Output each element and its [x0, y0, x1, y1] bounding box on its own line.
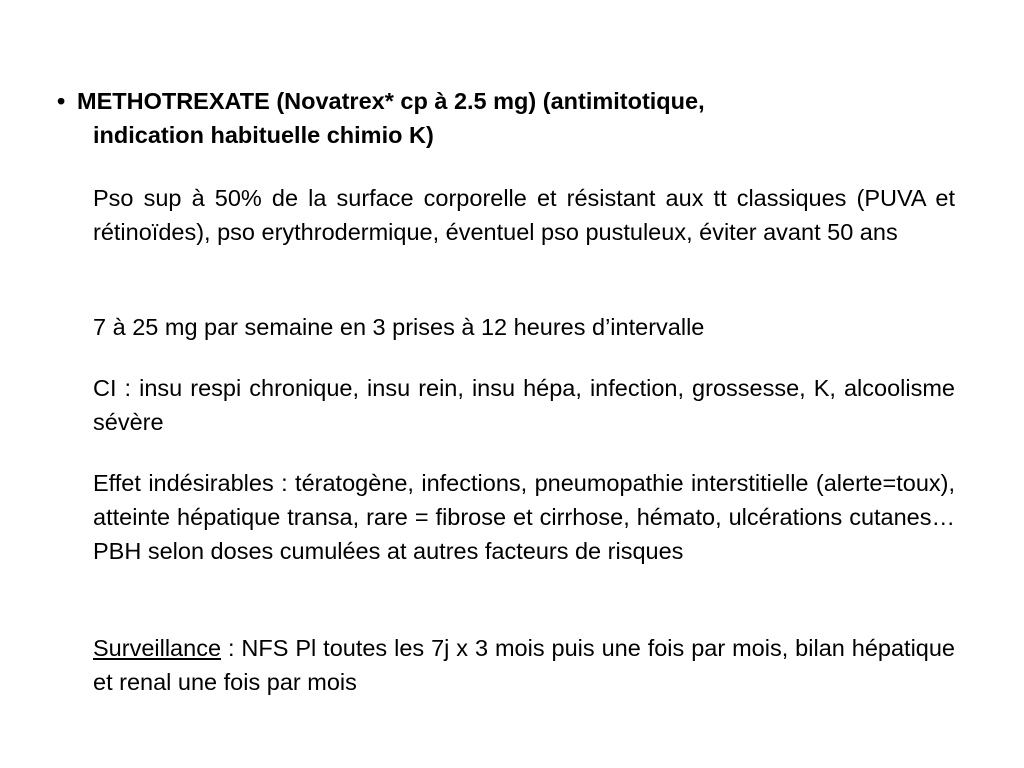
dosage-paragraph: 7 à 25 mg par semaine en 3 prises à 12 heures d’intervalle: [93, 314, 705, 340]
slide-heading: [57, 84, 857, 152]
monitoring-paragraph: [93, 631, 955, 699]
monitoring-label: Surveillance: [93, 635, 222, 661]
indication-paragraph: Pso sup à 50% de la surface corporelle et résistant aux tt classiques (PUVA et rétinoïdes), pso erythrodermique, éventuel pso pustuleux, éviter avant 50 ans: [93, 185, 955, 245]
contraindications-paragraph: CI : insu respi chronique, insu rein, insu hépa, infection, grossesse, K, alcoolisme sévère: [93, 375, 955, 435]
heading-line-1: METHOTREXATE (Novatrex* cp à 2.5 mg) (antimitotique,: [77, 88, 705, 114]
side-effects-paragraph: Effet indésirables : tératogène, infections, pneumopathie interstitielle (alerte=toux), atteinte hépatique transa, rare = fibrose et cirrhose, hémato, ulcérations cutanes…PBH selon doses cumulées at autres facteurs de risques: [93, 470, 955, 564]
bullet-icon: •: [57, 88, 66, 114]
heading-line-2: indication habituelle chimio K): [93, 122, 434, 148]
monitoring-text: : NFS Pl toutes les 7j x 3 mois puis une fois par mois, bilan hépatique et renal une fois par mois: [93, 635, 955, 695]
